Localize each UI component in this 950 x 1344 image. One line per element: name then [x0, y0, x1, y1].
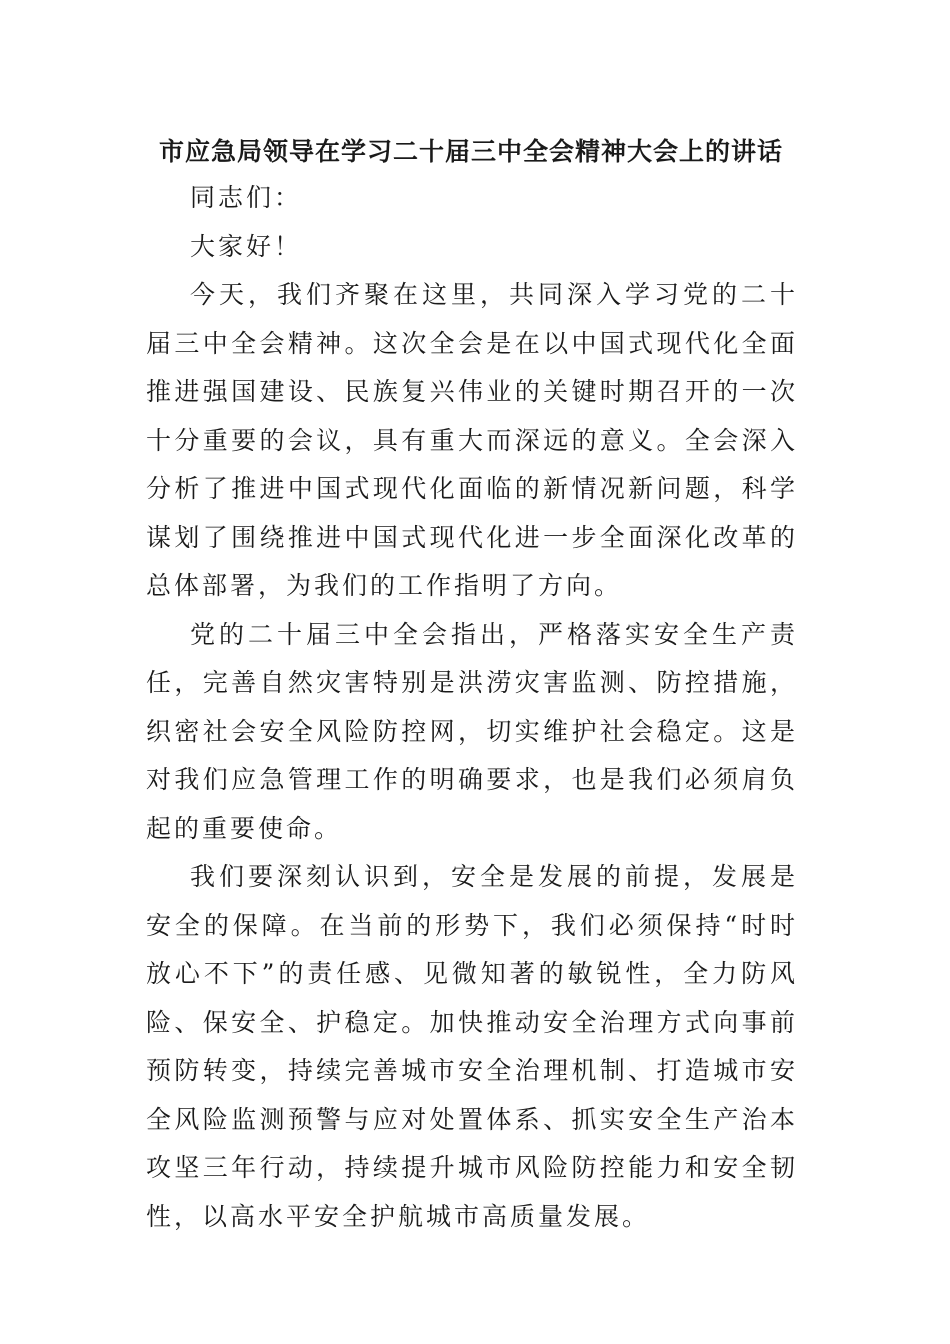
greeting: 大家好！ — [190, 231, 303, 261]
paragraph-safety-development: 我们要深刻认识到，安全是发展的前提，发展是安全的保障。在当前的形势下，我们必须保持“时时放心不下”的责任感、见微知著的敏锐性，全力防风险、保安全、护稳定。加快推动安全治理方式向事前预防转变，持续完善城市安全治理机制、打造城市安全风险监测预警与应对处置体系、抓实安全生产治本攻坚三年行动，持续提升城市风险防控能力和安全韧性，以高水平安全护航城市高质量发展。 — [146, 862, 798, 1231]
salutation: 同志们： — [190, 183, 303, 212]
document-body — [146, 132, 798, 1241]
document-title: 市应急局领导在学习二十届三中全会精神大会上的讲话 — [158, 137, 783, 166]
paragraph-requirements: 党的二十届三中全会指出，严格落实安全生产责任，完善自然灾害特别是洪涝灾害监测、防控措施，织密社会安全风险防控网，切实维护社会稳定。这是对我们应急管理工作的明确要求，也是我们必须肩负起的重要使命。 — [146, 619, 798, 843]
paragraph-intro: 今天，我们齐聚在这里，共同深入学习党的二十届三中全会精神。这次全会是在以中国式现代化全面推进强国建设、民族复兴伟业的关键时期召开的一次十分重要的会议，具有重大而深远的意义。全会深入分析了推进中国式现代化面临的新情况新问题，科学谋划了围绕推进中国式现代化进一步全面深化改革的总体部署，为我们的工作指明了方向。 — [146, 280, 798, 600]
